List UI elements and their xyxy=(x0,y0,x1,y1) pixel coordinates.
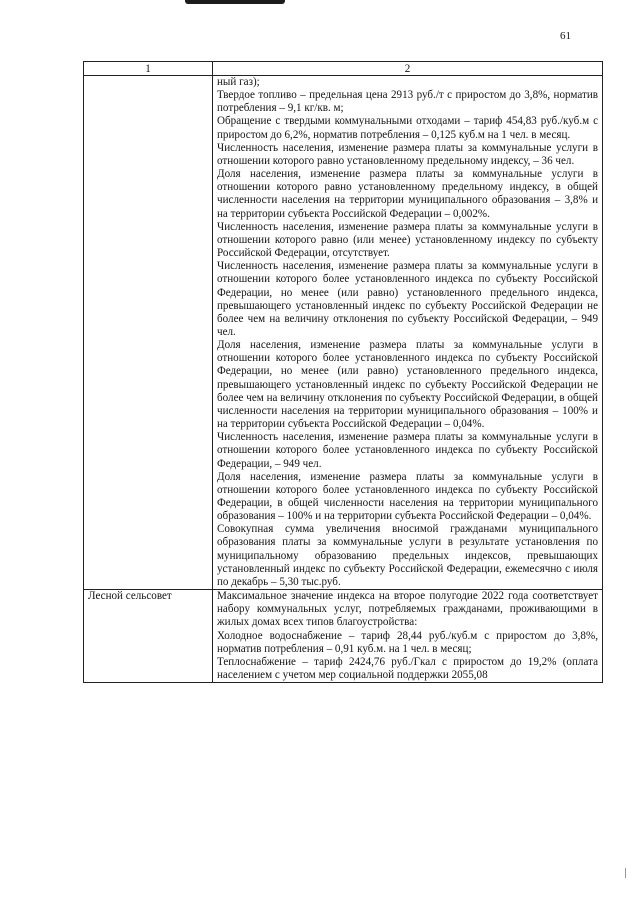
paragraph: Теплоснабжение – тариф 2424,76 руб./Гкал с приростом до 19,2% (оплата населением с учетом мер социальной поддержки 2055,08 xyxy=(217,655,598,682)
paragraph: Совокупная сумма увеличения вносимой гражданами муниципального образования платы за коммунальные услуги в результате установления по муниципальному образованию предельных индексов, превышающих установленный индекс по субъекту Российской Федерации, ежемесячно с июля по декабрь – 5,30 тыс.руб. xyxy=(217,523,598,588)
paragraph: Доля населения, изменение размера платы за коммунальные услуги в отношении которого более установленного индекса по субъекту Российской Федерации, в общей численности населения на территории муниципального образования – 100% и на территории субъекта Российской Федерации – 0,04%. xyxy=(217,470,598,523)
paragraph: Максимальное значение индекса на второе полугодие 2022 года соответствует набору коммунальных услуг, потребляемых гражданами, проживающими в жилых домах всех типов благоустройства: xyxy=(217,590,598,629)
paragraph: ный газ); xyxy=(217,76,260,88)
paragraph: Обращение с твердыми коммунальными отходами – тариф 454,83 руб./куб.м с приростом до 6,2%, норматив потребления – 0,125 куб.м на 1 чел. в месяц. xyxy=(217,115,598,141)
table-row xyxy=(84,76,603,590)
row-2-content xyxy=(213,590,603,683)
table-row xyxy=(84,590,603,683)
paragraph: Твердое топливо – предельная цена 2913 руб./т с приростом до 3,8%, норматив потребления – 9,1 кг/кв. м; xyxy=(217,89,598,115)
row-2-settlement: Лесной сельсовет xyxy=(84,590,213,683)
scan-top-mark xyxy=(185,0,285,4)
scan-edge-mark xyxy=(625,868,626,878)
paragraph: Доля населения, изменение размера платы за коммунальные услуги в отношении которого более установленного индекса по субъекту Российской Федерации, но менее (или равно) установленного предельного индекса, превышающего установленный индекс по субъекту Российской Федерации не более чем на величину отклонения по субъекту Российской Федерации, в общей численности населения на территории муниципального образования – 100% и на территории субъекта Российской Федерации – 0,04%. xyxy=(217,339,598,431)
row-1-settlement xyxy=(84,76,213,590)
paragraph: Холодное водоснабжение – тариф 28,44 руб./куб.м с приростом до 3,8%, норматив потребления – 0,91 куб.м. на 1 чел. в месяц; xyxy=(217,629,598,655)
paragraph: Численность населения, изменение размера платы за коммунальные услуги в отношении которого равно (или менее) установленному индексу по субъекту Российской Федерации, отсутствует. xyxy=(217,220,598,260)
paragraph: Численность населения, изменение размера платы за коммунальные услуги в отношении которого равно установленному предельному индексу, – 36 чел. xyxy=(217,141,598,167)
table-header-row xyxy=(84,62,603,76)
header-col-1: 1 xyxy=(84,62,213,76)
paragraph: Доля населения, изменение размера платы за коммунальные услуги в отношении которого равно установленному предельному индексу, в общей численности населения на территории муниципального образования – 3,8% и на территории субъекта Российской Федерации – 0,002%. xyxy=(217,168,598,220)
document-table xyxy=(83,61,603,683)
row-1-content xyxy=(213,76,603,590)
paragraph: Численность населения, изменение размера платы за коммунальные услуги в отношении которого более установленного индекса по субъекту Российской Федерации, – 949 чел. xyxy=(217,431,598,470)
paragraph: Численность населения, изменение размера платы за коммунальные услуги в отношении которого более установленного индекса по субъекту Российской Федерации, но менее (или равно) установленного предельного индекса, превышающего установленный индекс по субъекту Российской Федерации не более чем на величину отклонения по субъекту Российской Федерации, – 949 чел. xyxy=(217,260,598,338)
page-number: 61 xyxy=(560,30,571,42)
header-col-2: 2 xyxy=(213,62,603,76)
